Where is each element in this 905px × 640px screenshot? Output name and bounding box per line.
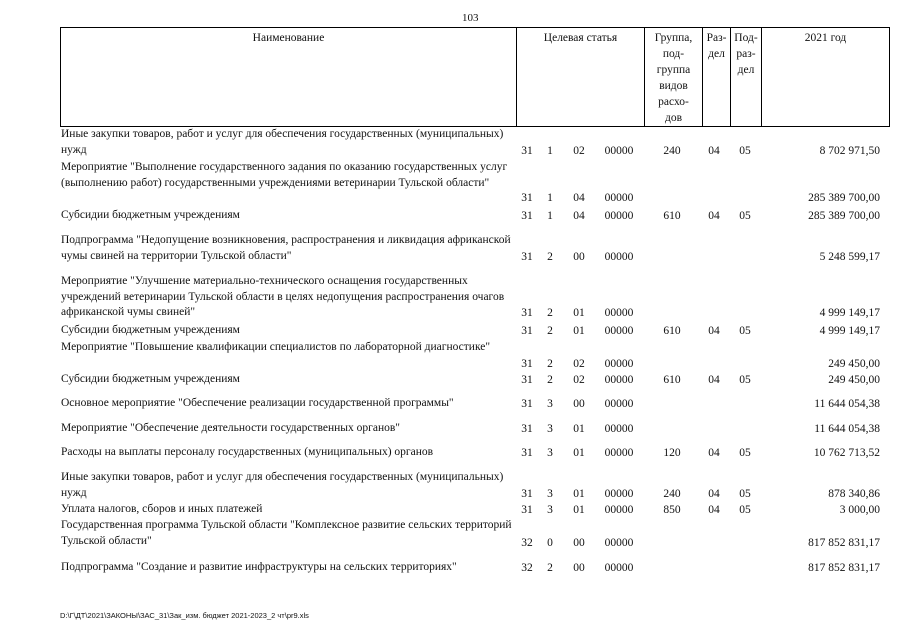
table-row (0, 372, 905, 388)
code-program: 32 (521, 537, 533, 549)
table-row (0, 470, 905, 502)
code-program: 31 (521, 192, 533, 204)
code-program: 31 (521, 325, 533, 337)
code-subprogram: 3 (547, 488, 553, 500)
table-row (0, 233, 905, 265)
file-path-footer: D:\Г\ДТ\2021\ЗАКОНЫ\ЗАС_31\Зак_изм. бюджет 2021-2023_2 чт\pr9.xls (60, 611, 309, 620)
amount-2021: 249 450,00 (828, 374, 880, 386)
code-event: 04 (573, 210, 585, 222)
row-name: Мероприятие "Обеспечение деятельности государственных органов" (61, 422, 400, 434)
code-event: 01 (573, 325, 585, 337)
code-direction: 00000 (604, 504, 634, 516)
code-event: 02 (573, 358, 585, 370)
amount-2021: 4 999 149,17 (819, 325, 880, 337)
code-subprogram: 1 (547, 145, 553, 157)
code-event: 04 (573, 192, 585, 204)
row-name: Государственная программа Тульской области "Комплексное развитие сельских территорий Тульской области" (61, 519, 512, 547)
code-event: 00 (573, 537, 585, 549)
table-header (60, 27, 890, 127)
section-cell: 04 (708, 325, 720, 337)
code-direction: 00000 (604, 447, 634, 459)
table-row (0, 127, 905, 159)
code-event: 00 (573, 562, 585, 574)
amount-2021: 5 248 599,17 (819, 251, 880, 263)
amount-2021: 8 702 971,50 (819, 145, 880, 157)
code-direction: 00000 (604, 398, 634, 410)
code-program: 32 (521, 562, 533, 574)
header-subsection: Под- раз- дел (734, 32, 758, 76)
code-event: 00 (573, 398, 585, 410)
code-event: 01 (573, 423, 585, 435)
code-direction: 00000 (604, 251, 634, 263)
subsection-cell: 05 (739, 374, 751, 386)
amount-2021: 285 389 700,00 (808, 210, 880, 222)
code-subprogram: 3 (547, 504, 553, 516)
expense-group-cell: 610 (663, 210, 681, 222)
page-number: 103 (462, 12, 479, 24)
row-name: Мероприятие "Выполнение государственного задания по оказанию государственных услуг (выполнению работ) государственными учреждениями ветеринарии Тульской области" (61, 161, 508, 189)
expense-group-cell: 610 (663, 374, 681, 386)
amount-2021: 817 852 831,17 (808, 537, 880, 549)
code-program: 31 (521, 423, 533, 435)
code-subprogram: 2 (547, 325, 553, 337)
subsection-cell: 05 (739, 447, 751, 459)
table-row (0, 502, 905, 518)
row-name: Расходы на выплаты персоналу государственных (муниципальных) органов (61, 446, 434, 458)
amount-2021: 3 000,00 (839, 504, 880, 516)
code-direction: 00000 (604, 488, 634, 500)
code-program: 31 (521, 488, 533, 500)
amount-2021: 10 762 713,52 (813, 447, 880, 459)
code-event: 02 (573, 145, 585, 157)
expense-group-cell: 240 (663, 488, 681, 500)
table-row (0, 518, 905, 551)
code-subprogram: 0 (547, 537, 553, 549)
row-name: Иные закупки товаров, работ и услуг для обеспечения государственных (муниципальных) нужд (61, 471, 504, 499)
section-cell: 04 (708, 447, 720, 459)
header-section: Раз- дел (706, 32, 727, 60)
table-row (0, 208, 905, 224)
table-row (0, 560, 905, 576)
expense-group-cell: 850 (663, 504, 681, 516)
expense-group-cell: 610 (663, 325, 681, 337)
code-direction: 00000 (604, 325, 634, 337)
amount-2021: 285 389 700,00 (808, 192, 880, 204)
row-name: Мероприятие "Улучшение материально-технического оснащения государственных учреждений ветеринарии Тульской области в целях недопущения распространения очагов африканской чумы свиней" (61, 275, 505, 318)
code-subprogram: 2 (547, 562, 553, 574)
table-row (0, 160, 905, 206)
subsection-cell: 05 (739, 210, 751, 222)
subsection-cell: 05 (739, 325, 751, 337)
code-subprogram: 3 (547, 398, 553, 410)
amount-2021: 878 340,86 (828, 488, 880, 500)
section-cell: 04 (708, 504, 720, 516)
header-target-article: Целевая статья (543, 32, 618, 44)
expense-group-cell: 240 (663, 145, 681, 157)
row-name: Уплата налогов, сборов и иных платежей (61, 503, 263, 515)
code-program: 31 (521, 504, 533, 516)
code-program: 31 (521, 374, 533, 386)
section-cell: 04 (708, 145, 720, 157)
subsection-cell: 05 (739, 145, 751, 157)
subsection-cell: 05 (739, 488, 751, 500)
code-direction: 00000 (604, 562, 634, 574)
row-name: Субсидии бюджетным учреждениям (61, 373, 240, 385)
amount-2021: 817 852 831,17 (808, 562, 880, 574)
code-subprogram: 3 (547, 447, 553, 459)
code-event: 02 (573, 374, 585, 386)
table-row (0, 421, 905, 437)
code-program: 31 (521, 145, 533, 157)
code-direction: 00000 (604, 307, 634, 319)
code-direction: 00000 (604, 537, 634, 549)
code-subprogram: 2 (547, 374, 553, 386)
code-subprogram: 1 (547, 192, 553, 204)
code-program: 31 (521, 307, 533, 319)
table-row (0, 323, 905, 339)
table-row (0, 445, 905, 461)
header-year: 2021 год (804, 32, 847, 44)
code-program: 31 (521, 210, 533, 222)
code-subprogram: 2 (547, 251, 553, 263)
code-direction: 00000 (604, 374, 634, 386)
row-name: Мероприятие "Повышение квалификации специалистов по лабораторной диагностике" (61, 341, 491, 353)
code-event: 01 (573, 488, 585, 500)
code-direction: 00000 (604, 145, 634, 157)
header-expense-group: Группа, под- группа видов расхо- дов (654, 32, 693, 124)
expense-group-cell: 120 (663, 447, 681, 459)
amount-2021: 4 999 149,17 (819, 307, 880, 319)
code-direction: 00000 (604, 210, 634, 222)
section-cell: 04 (708, 210, 720, 222)
code-program: 31 (521, 358, 533, 370)
code-subprogram: 2 (547, 358, 553, 370)
amount-2021: 249 450,00 (828, 358, 880, 370)
code-subprogram: 3 (547, 423, 553, 435)
row-name: Субсидии бюджетным учреждениям (61, 324, 240, 336)
code-event: 00 (573, 251, 585, 263)
code-direction: 00000 (604, 192, 634, 204)
section-cell: 04 (708, 488, 720, 500)
amount-2021: 11 644 054,38 (814, 423, 880, 435)
code-program: 31 (521, 251, 533, 263)
row-name: Субсидии бюджетным учреждениям (61, 209, 240, 221)
row-name: Основное мероприятие "Обеспечение реализации государственной программы" (61, 397, 454, 409)
row-name: Подпрограмма "Создание и развитие инфраструктуры на сельских территориях" (61, 561, 457, 573)
section-cell: 04 (708, 374, 720, 386)
table-row (0, 274, 905, 321)
code-program: 31 (521, 447, 533, 459)
code-event: 01 (573, 307, 585, 319)
code-direction: 00000 (604, 358, 634, 370)
code-event: 01 (573, 447, 585, 459)
code-event: 01 (573, 504, 585, 516)
code-subprogram: 1 (547, 210, 553, 222)
header-name: Наименование (252, 32, 325, 44)
subsection-cell: 05 (739, 504, 751, 516)
code-direction: 00000 (604, 423, 634, 435)
code-program: 31 (521, 398, 533, 410)
code-subprogram: 2 (547, 307, 553, 319)
row-name: Иные закупки товаров, работ и услуг для обеспечения государственных (муниципальных) нужд (61, 128, 504, 156)
amount-2021: 11 644 054,38 (814, 398, 880, 410)
row-name: Подпрограмма "Недопущение возникновения, распространения и ликвидация африканской чумы свиней на территории Тульской области" (61, 234, 511, 262)
table-row (0, 340, 905, 372)
table-row (0, 396, 905, 412)
